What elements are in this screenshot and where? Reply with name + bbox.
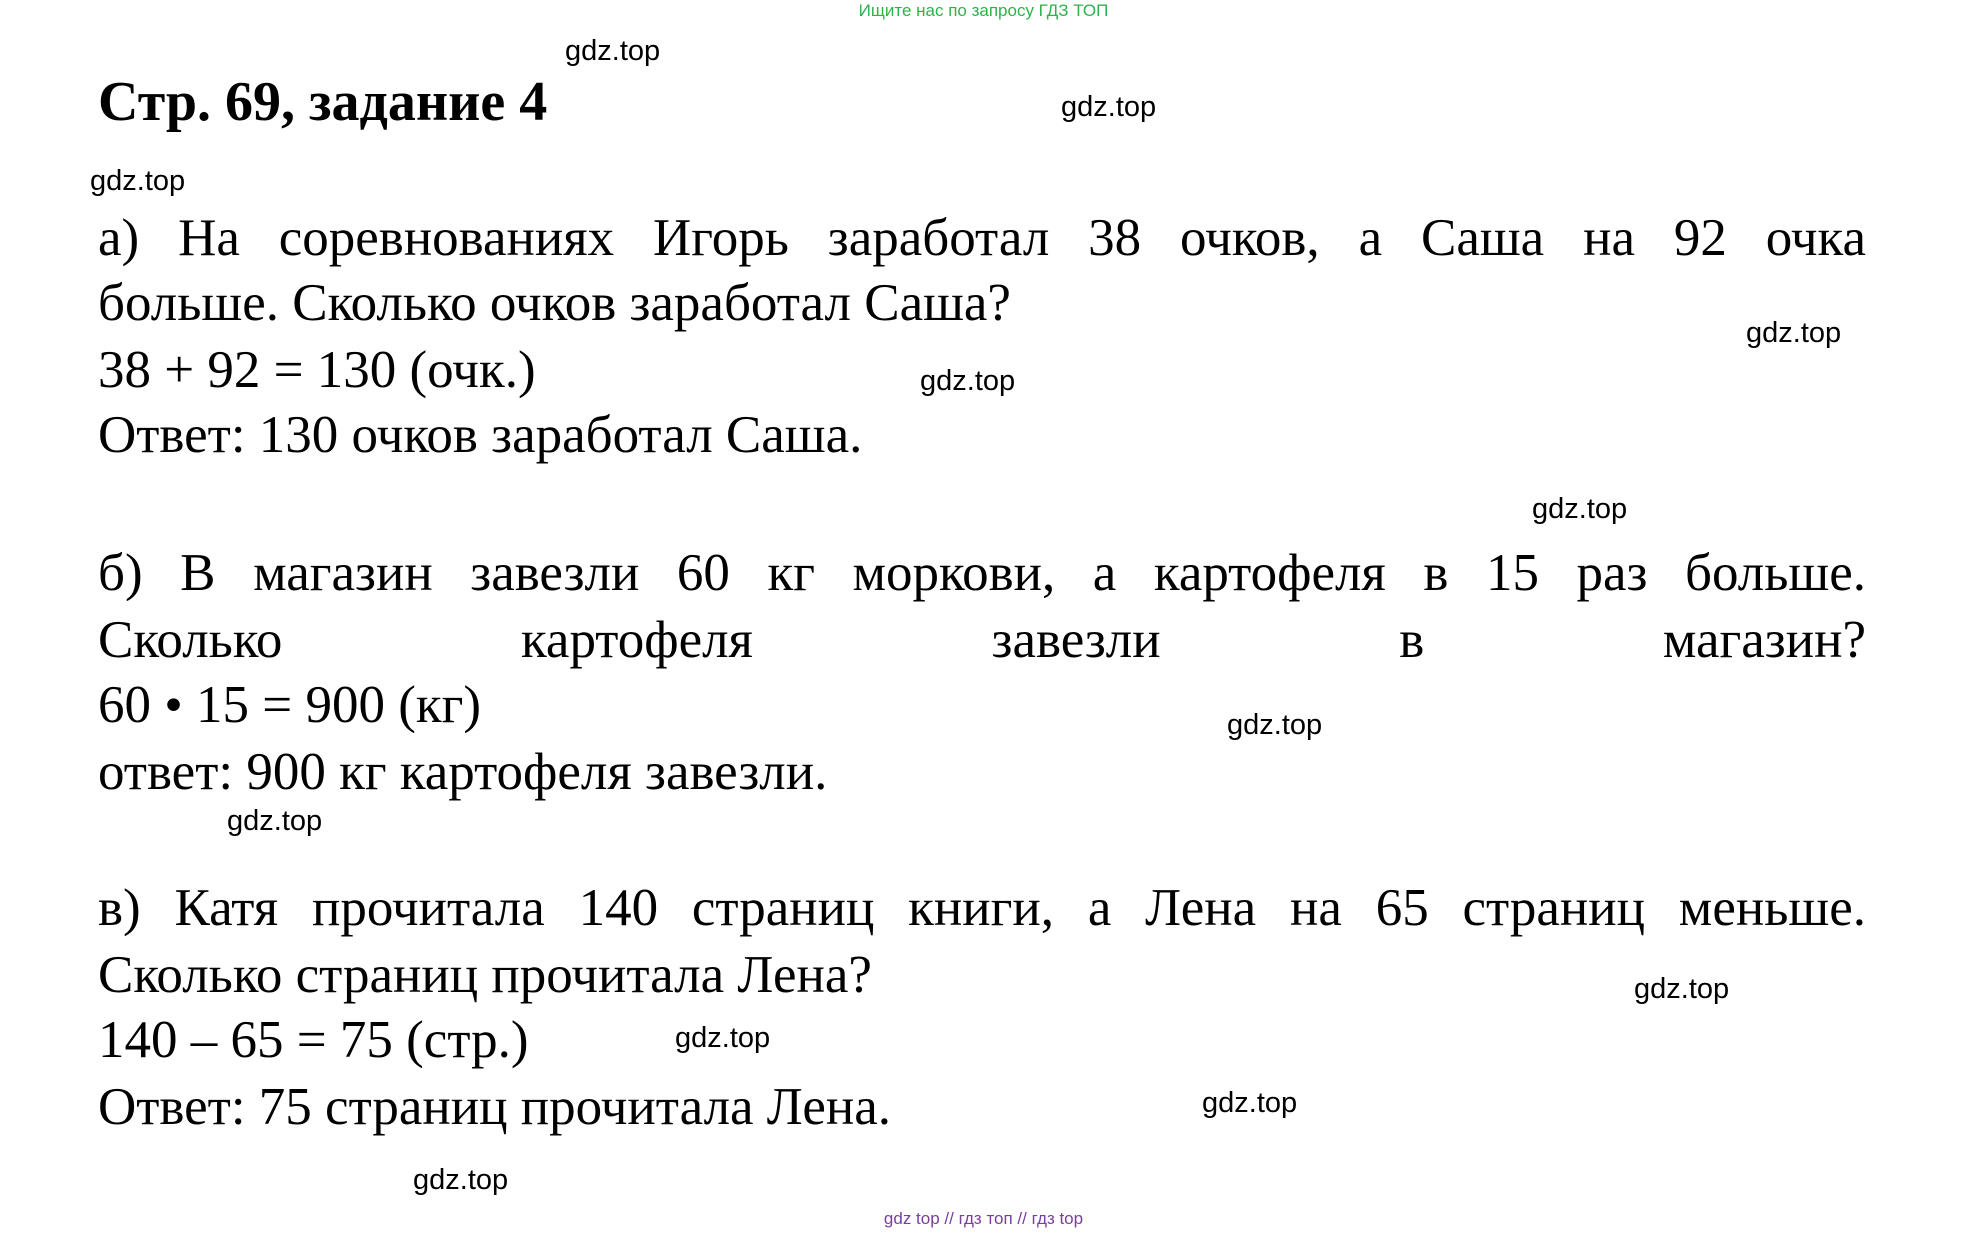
watermark: gdz.top <box>565 35 661 67</box>
watermark: gdz.top <box>1202 1087 1298 1119</box>
watermark: gdz.top <box>1746 317 1842 349</box>
watermark: gdz.top <box>90 165 186 197</box>
watermark: gdz.top <box>920 365 1016 397</box>
task-a-solution: 38 + 92 = 130 (очк.) <box>98 341 536 399</box>
task-a-line-1: а) На соревнованиях Игорь заработал 38 очков, а Саша на 92 очка <box>98 209 1866 267</box>
watermark: gdz.top <box>675 1022 771 1054</box>
task-c-answer: Ответ: 75 страниц прочитала Лена. <box>98 1078 892 1136</box>
watermark: gdz.top <box>1634 973 1730 1005</box>
task-c-line-2: Сколько страниц прочитала Лена? <box>98 946 872 1004</box>
task-b-line-2: Сколько картофеля завезли в магазин? <box>98 611 1866 669</box>
task-c-line-1: в) Катя прочитала 140 страниц книги, а Лена на 65 страниц меньше. <box>98 879 1866 937</box>
task-b-answer: ответ: 900 кг картофеля завезли. <box>98 743 828 801</box>
task-a-answer: Ответ: 130 очков заработал Саша. <box>98 406 863 464</box>
watermark: gdz.top <box>1061 91 1157 123</box>
bottom-banner: gdz top // гдз топ // гдз top <box>883 1209 1084 1228</box>
task-c-solution: 140 – 65 = 75 (стр.) <box>98 1011 529 1069</box>
task-a-line-2: больше. Сколько очков заработал Саша? <box>98 274 1011 332</box>
task-b-line-1: б) В магазин завезли 60 кг моркови, а картофеля в 15 раз больше. <box>98 544 1866 602</box>
task-b-solution: 60 • 15 = 900 (кг) <box>98 676 481 734</box>
top-banner: Ищите нас по запросу ГДЗ ТОП <box>858 1 1109 20</box>
watermark: gdz.top <box>227 805 323 837</box>
watermark: gdz.top <box>413 1164 509 1196</box>
watermark: gdz.top <box>1227 709 1323 741</box>
page-title: Стр. 69, задание 4 <box>98 71 548 133</box>
watermark: gdz.top <box>1532 493 1628 525</box>
